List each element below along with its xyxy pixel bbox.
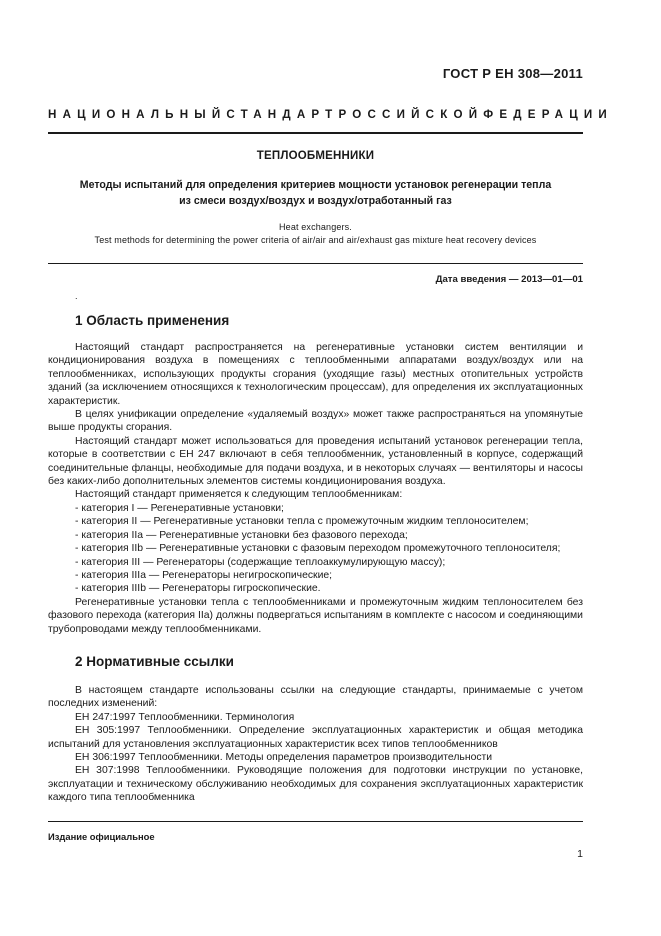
list-item: - категория IIIb — Регенераторы гигроскопические. (75, 583, 321, 595)
header-divider (48, 132, 583, 134)
paragraph: Настоящий стандарт распространяется на регенеративные установки систем вентиляции и кондиционирования воздуха в помещениях с теплообменными аппаратами воздух/воздух или на теплообменниках, использующих продукты сгорания (уходящие газы) местных отопительных устройств зданий (за исключением относящихся к технологическим процессам), для определения их эксплуатационных характеристик. (48, 342, 583, 407)
subtitle-line: из смеси воздух/воздух и воздух/отработанный газ (179, 194, 452, 207)
title-divider (48, 263, 583, 264)
paragraph: Настоящий стандарт применяется к следующим теплообменникам: (75, 489, 403, 501)
banner-word: СТАНДАРТ (226, 108, 339, 121)
section-1-body (48, 341, 583, 636)
banner-word: ФЕДЕРАЦИИ (483, 108, 613, 121)
paragraph: В целях унификации определение «удаляемый воздух» может также распространяться на упомянутые выше продукты сгорания. (48, 409, 583, 434)
subtitle-line: Методы испытаний для определения критериев мощности установок регенерации тепла (79, 179, 552, 191)
reference-item: ЕН 305:1997 Теплообменники. Определение эксплуатационных характеристик и общая методика испытаний для установления эксплуатационных характеристик всех типов теплообменников (48, 725, 583, 750)
reference-item: ЕН 247:1997 Теплообменники. Терминология (75, 711, 295, 723)
section-1-heading: 1 Область применения (75, 313, 230, 328)
list-item: - категория I — Регенеративные установки; (75, 502, 284, 514)
document-code: ГОСТ Р ЕН 308—2011 (442, 66, 583, 81)
section-2-heading: 2 Нормативные ссылки (75, 654, 234, 669)
list-item: - категория III — Регенераторы (содержащие теплоаккумулирующую массу); (75, 556, 446, 568)
banner-word: РОССИЙСКОЙ (338, 108, 484, 121)
list-item: - категория IIb — Регенеративные установки с фазовым переходом промежуточного теплоносителя; (75, 543, 561, 555)
list-item: - категория II — Регенеративные установки тепла с промежуточным жидким теплоносителем; (75, 516, 529, 528)
section-2-body (48, 684, 583, 805)
footer-divider (48, 821, 583, 822)
english-title-line: Test methods for determining the power criteria of air/air and air/exhaust gas mixture heat recovery devices (94, 234, 537, 245)
page-number: 1 (577, 848, 583, 860)
introduction-date: Дата введения — 2013—01—01 (435, 274, 583, 285)
official-edition-label: Издание официальное (48, 831, 155, 842)
list-item: - категория IIIa — Регенераторы негигроскопические; (75, 569, 333, 581)
english-title-line: Heat exchangers. (279, 222, 352, 232)
english-title (48, 221, 583, 246)
paragraph: Настоящий стандарт может использоваться для проведения испытаний установок регенерации тепла, которые в соответствии с ЕН 247 включают в себя теплообменник, установленный в корпусе, содержащий соединительные фланцы, необходимые для подачи воздуха, и в некоторых случаях — вентиляторы и насосы без каких-либо дополнительных элементов системы кондиционирования воздуха. (48, 435, 583, 488)
paragraph: Регенеративные установки тепла с теплообменниками и промежуточным жидким теплоносителем без фазового перехода (категория IIa) должны подвергаться испытаниям в комплекте с насосом и соединяющими трубопроводами между теплообменниками. (48, 596, 583, 635)
banner-word: НАЦИОНАЛЬНЫЙ (48, 108, 227, 121)
reference-item: ЕН 307:1998 Теплообменники. Руководящие положения для подготовки инструкции по установке, эксплуатации и техническому обслуживанию необходимых для сохранения эксплуатационных характеристик каждого типа теплообменника (48, 765, 583, 804)
paragraph: В настоящем стандарте использованы ссылки на следующие стандарты, принимаемые с учетом последних изменений: (48, 685, 583, 710)
national-standard-banner (48, 108, 613, 121)
document-title: ТЕПЛООБМЕННИКИ (256, 150, 375, 162)
reference-item: ЕН 306:1997 Теплообменники. Методы определения параметров производительности (75, 752, 493, 764)
document-subtitle (48, 178, 583, 209)
list-item: - категория IIa — Регенеративные установки без фазового перехода; (75, 529, 408, 541)
stray-mark: . (75, 291, 78, 301)
